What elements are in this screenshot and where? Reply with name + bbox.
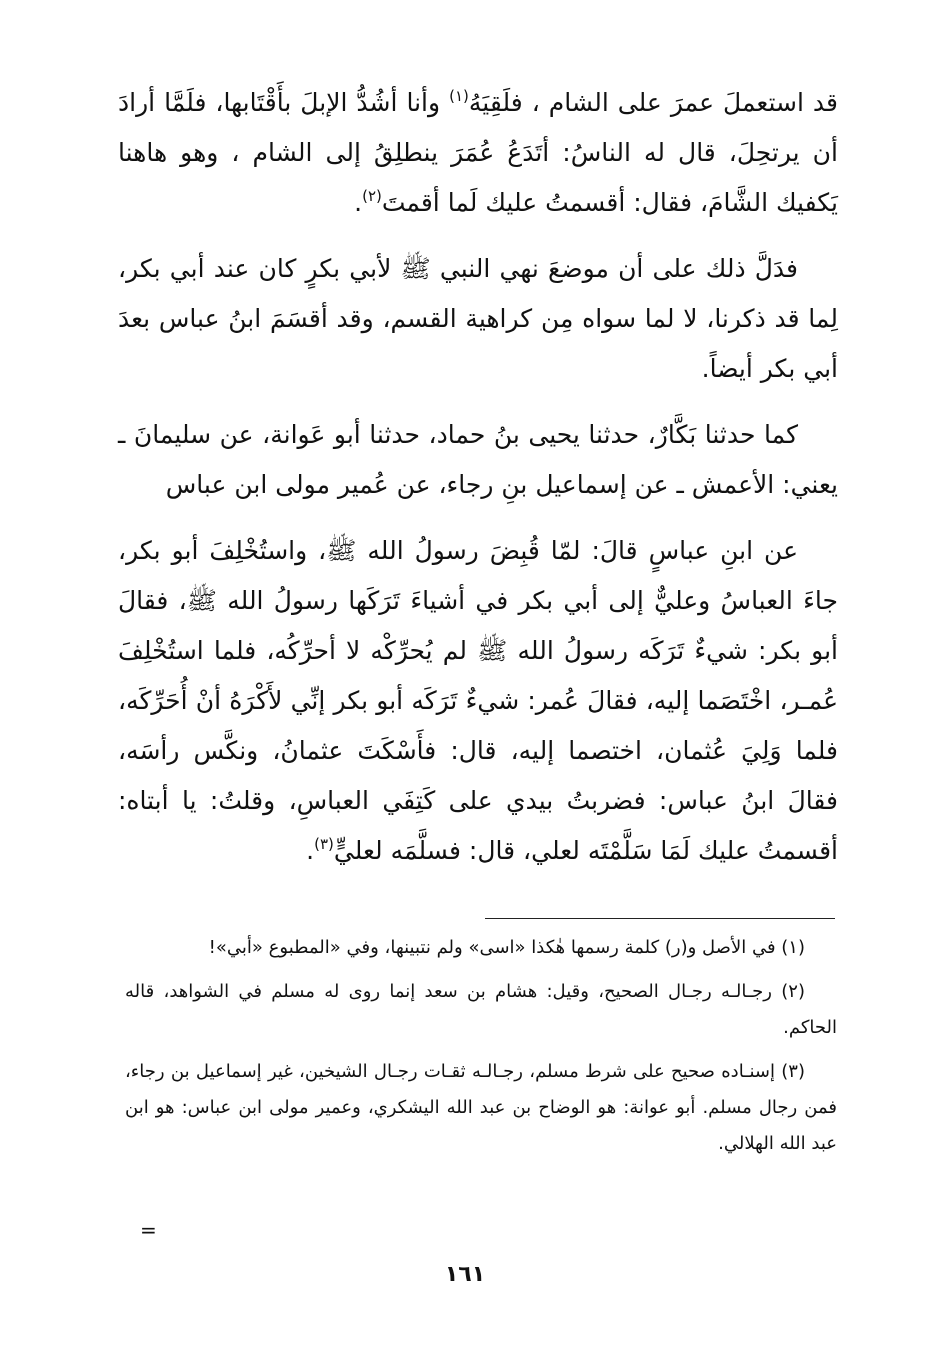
paragraph-2 bbox=[118, 244, 838, 394]
paragraph-3 bbox=[118, 410, 838, 510]
footnote-separator bbox=[485, 918, 835, 919]
continuation-mark: = bbox=[140, 1218, 157, 1242]
paragraph-1 bbox=[118, 78, 838, 228]
footnote-ref-1: (١) bbox=[449, 87, 469, 105]
paragraph-2-text: فدَلَّ ذلك على أن موضعَ نهي النبي ﷺ لأبي بكرٍ كان عند أبي بكر، لِما قد ذكرنا، لا لما سواه مِن كراهية القسم، وقد أقسَمَ ابنُ عباس بعدَ أبي بكر أيضاً. bbox=[118, 254, 838, 383]
paragraph-4-text: عن ابنِ عباسٍ قالَ: لمّا قُبِضَ رسولُ الله ﷺ، واستُخْلِفَ أبو بكر، جاءَ العباسُ وعليٌّ إلى أبي بكر في أشياءَ تَرَكَها رسولُ الله ﷺ، فقالَ أبو بكر: شيءٌ تَرَكَه رسولُ الله ﷺ لم يُحرِّكْه لا أحرِّكُه، فلما استُخْلِفَ عُمـر، اخْتَصَما إليه، فقالَ عُمر: شيءٌ تَرَكَه أبو بكر إنِّي لأَكْرَهُ أنْ أُحَرِّكَه، فلما وَلِيَ عُثمان، اختصما إليه، قال: فأَسْكَتَ عثمانُ، ونكَّس رأسَه، فقالَ ابنُ عباس: فضربتُ بيدي على كَتِفَي العباسِ، وقلتُ: يا أبتاه: أقسمتُ عليك لَمَا سَلَّمْتَه لعلي، قال: فسلَّمَه لعليٍّ bbox=[118, 536, 838, 865]
paragraph-1-tail: وأنا أشُدُّ الإبلَ بأَقْتَابها، فلَمَّا أرادَ أن يرتحِلَ، قال له الناسُ: أتَدَعُ عُمَرَ ينطلِقُ إلى الشام ، وهو هاهنا يَكفيك الشَّامَ، فقال: أقسمتُ عليك لَما أقمتَ bbox=[118, 88, 838, 217]
paragraph-3-text: كما حدثنا بَكَّارٌ، حدثنا يحيى بنُ حماد، حدثنا أبو عَوانة، عن سليمانَ ـ يعني: الأعمش ـ عن إسماعيل بنِ رجاء، عن عُمير مولى ابن عباس bbox=[118, 420, 838, 499]
paragraph-1-end: . bbox=[354, 188, 363, 217]
footnote-ref-3: (٣) bbox=[314, 835, 334, 853]
footnote-ref-2: (٢) bbox=[362, 187, 382, 205]
main-text bbox=[118, 78, 838, 892]
paragraph-4 bbox=[118, 526, 838, 876]
footnote-2: (٢) رجـالـه رجـال الصحيح، وقيل: هشام بن سعد إنما روى له مسلم في الشواهد، قاله الحاكم. bbox=[125, 981, 837, 1038]
footnotes bbox=[125, 930, 837, 1170]
paragraph-1-text: قد استعملَ عمرَ على الشام ، فلَقِيَهُ bbox=[468, 88, 839, 117]
footnote-1: (١) في الأصل و(ر) كلمة رسمها هٰكذا «اسى» ولم نتبينها، وفي «المطبوع «أبي»! bbox=[208, 937, 805, 958]
page-number: ١٦١ bbox=[444, 1262, 486, 1287]
paragraph-4-tail: . bbox=[306, 836, 315, 865]
footnote-3: (٣) إسنـاده صحيح على شرط مسلم، رجـالـه ثقـات رجـال الشيخين، غير إسماعيل بن رجاء، فمن رجال مسلم. أبو عوانة: هو الوضاح بن عبد الله اليشكري، وعمير مولى ابن عباس: هو ابن عبد الله الهلالي. bbox=[125, 1061, 837, 1154]
